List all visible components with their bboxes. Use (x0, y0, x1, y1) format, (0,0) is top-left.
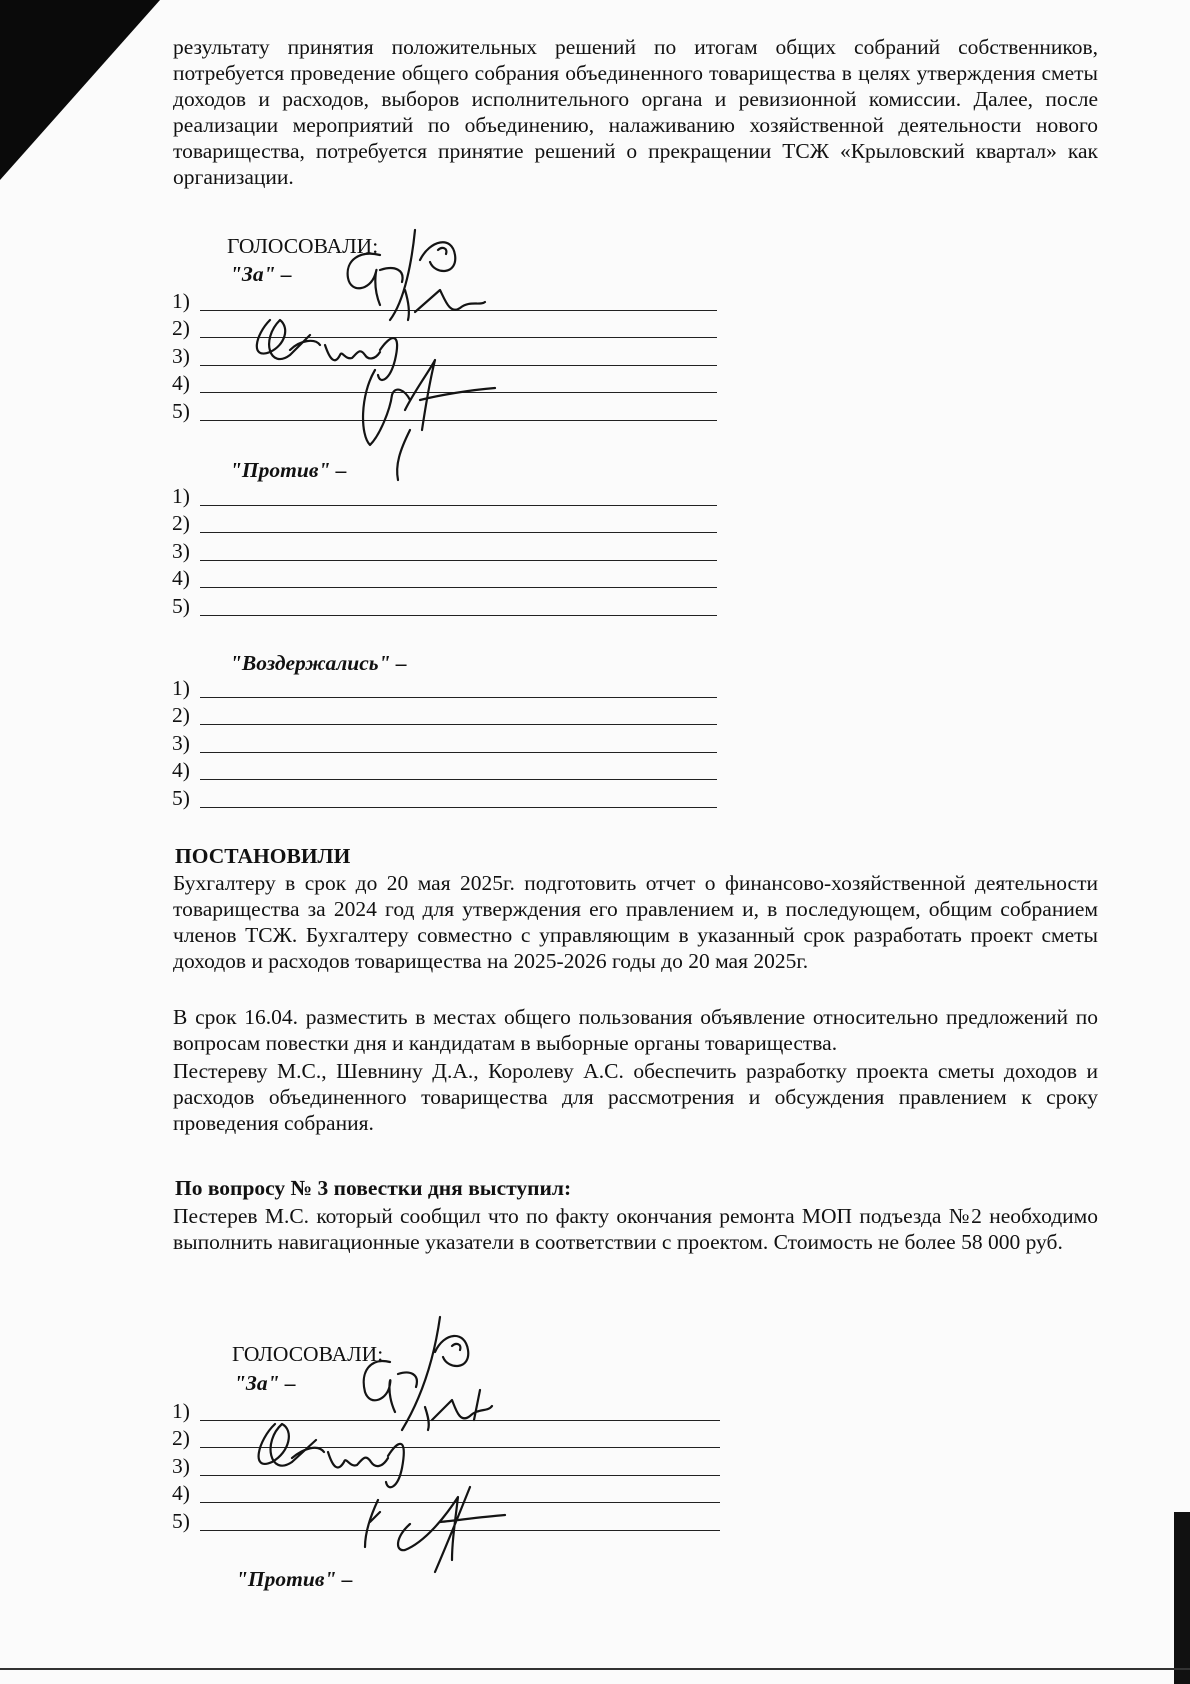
scan-edge-shadow (1174, 1512, 1190, 1684)
line-number: 5) (172, 593, 190, 618)
line-number: 4) (172, 1481, 190, 1505)
line-number: 3) (172, 538, 190, 563)
line-number: 4) (172, 371, 190, 395)
intro-paragraph: результату принятия положительных решений по итогам общих собраний собственников, потребуется проведение общего собрания объединенного товарищества в целях утверждения сметы доходов и расходов, выборов исполнительного органа и ревизионной комиссии. Далее, после реализации мероприятий по объединению, налаживанию хозяйственной деятельности нового товарищества, потребуется принятие решений о прекращении ТСЖ «Крыловский квартал» как организации. (173, 35, 1098, 189)
scan-corner-shadow (0, 0, 160, 180)
resolution-paragraph-2: В срок 16.04. разместить в местах общего пользования объявление относительно предложений по вопросам повестки дня и кандидатам в выборные органы товарищества. (173, 1005, 1098, 1055)
line-number: 1) (172, 288, 190, 313)
handwritten-signatures-2 (230, 1312, 540, 1592)
vote1-against-lines (172, 481, 717, 619)
vote1-title: ГОЛОСОВАЛИ: (227, 234, 379, 258)
signature-line (172, 564, 717, 592)
signature-line (172, 536, 717, 564)
vote2-against-label: "Против" – (236, 1567, 353, 1591)
line-number: 4) (172, 566, 190, 590)
signature-line (172, 728, 717, 756)
line-number: 1) (172, 483, 190, 508)
signature-line (172, 783, 717, 811)
line-number: 2) (172, 703, 190, 727)
line-number: 4) (172, 758, 190, 782)
vote1-abstain-lines (172, 673, 717, 811)
signature-line (172, 481, 717, 509)
signature-line (172, 756, 717, 784)
line-number: 5) (172, 1508, 190, 1533)
vote2-title: ГОЛОСОВАЛИ: (232, 1342, 384, 1366)
line-number: 2) (172, 511, 190, 535)
line-number: 5) (172, 398, 190, 423)
line-number: 1) (172, 675, 190, 700)
resolution-paragraph-1: Бухгалтеру в срок до 20 мая 2025г. подготовить отчет о финансово-хозяйственной деятельности товарищества за 2024 год для утверждения его правлением и, в последующем, общим собранием членов ТСЖ. Бухгалтеру совместно с управляющим в указанный срок разработать проект сметы доходов и расходов товарищества на 2025-2026 годы до 20 мая 2025г. (173, 871, 1098, 973)
vote1-for-label: "За" – (230, 262, 292, 286)
handwritten-signatures-1 (230, 220, 530, 490)
line-number: 1) (172, 1398, 190, 1423)
question3-text: Пестерев М.С. который сообщил что по факту окончания ремонта МОП подъезда №2 необходимо выполнить навигационные указатели в соответствии с проектом. Стоимость не более 58 000 руб. (173, 1204, 1098, 1254)
signature-line (172, 509, 717, 537)
vote1-against-label: "Против" – (230, 458, 347, 482)
vote2-for-label: "За" – (234, 1371, 296, 1395)
line-number: 3) (172, 1453, 190, 1478)
vote1-abstain-label: "Воздержались" – (230, 651, 407, 675)
resolution-heading: ПОСТАНОВИЛИ (175, 844, 351, 868)
line-number: 3) (172, 343, 190, 368)
line-number: 2) (172, 316, 190, 340)
resolution-paragraph-3: Пестереву М.С., Шевнину Д.А., Королеву А.С. обеспечить разработку проекта сметы доходов и расходов объединенного товарищества для рассмотрения и обсуждения правлением к сроку проведения собрания. (173, 1059, 1098, 1135)
scan-bottom-edge (0, 1668, 1190, 1670)
line-number: 2) (172, 1426, 190, 1450)
signature-line (172, 673, 717, 701)
line-number: 5) (172, 785, 190, 810)
line-number: 3) (172, 730, 190, 755)
question3-heading: По вопросу № 3 повестки дня выступил: (175, 1176, 572, 1200)
signature-line (172, 701, 717, 729)
signature-line (172, 591, 717, 619)
